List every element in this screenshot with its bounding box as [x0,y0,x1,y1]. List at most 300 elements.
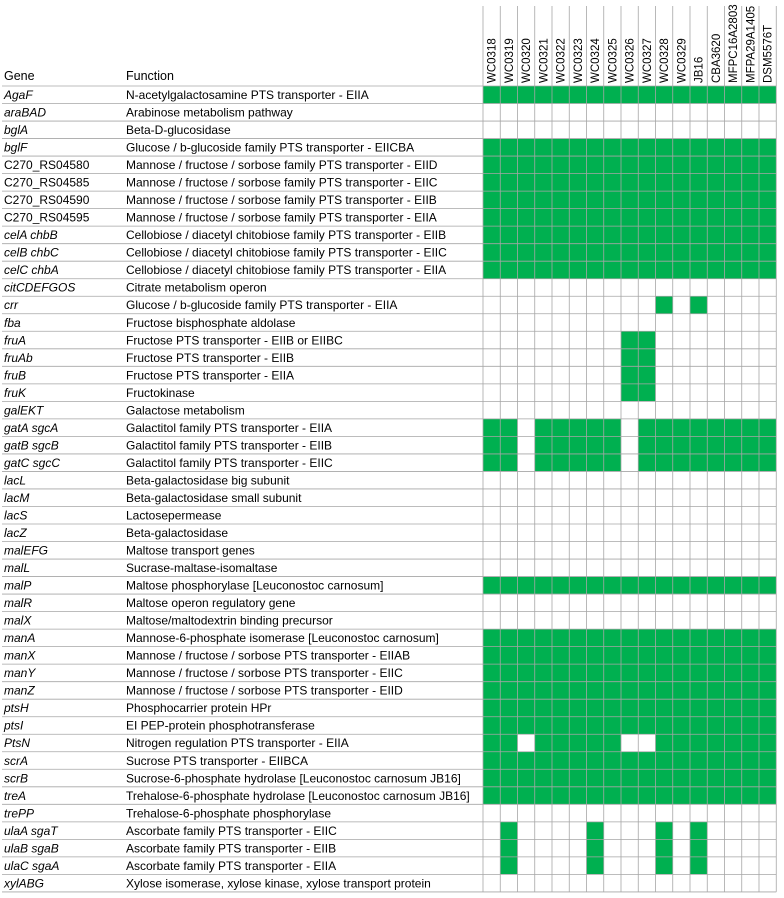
cell-present [725,454,742,472]
cell-present [569,577,586,595]
cell-absent [638,296,655,314]
cell-present [759,244,776,262]
cell-present [638,436,655,454]
cell-present [500,226,517,244]
cell-present [552,156,569,174]
cell-present [604,699,621,717]
cell-present [673,682,690,700]
gene-name: lacM [4,490,30,505]
gene-function: Xylose isomerase, xylose kinase, xylose transport protein [126,876,431,891]
cell-absent [656,804,673,822]
cell-present [742,787,759,805]
cell-absent [483,314,500,332]
gene-function: Sucrose PTS transporter - EIIBCA [126,753,309,768]
gene-name: malP [4,578,32,593]
cell-present [742,139,759,157]
cell-absent [638,489,655,507]
cell-present [673,769,690,787]
cell-present [569,734,586,752]
cell-present [656,454,673,472]
cell-present [621,787,638,805]
cell-present [638,226,655,244]
cell-present [621,209,638,227]
cell-absent [638,121,655,139]
cell-absent [621,279,638,297]
cell-absent [535,401,552,419]
cell-present [483,244,500,262]
gene-name: lacS [4,508,28,523]
cell-present [604,769,621,787]
cell-absent [535,384,552,402]
gene-function: Phosphocarrier protein HPr [126,701,272,716]
gene-name: AgaF [4,88,33,102]
cell-absent [483,612,500,630]
cell-present [587,769,604,787]
cell-absent [742,822,759,840]
cell-absent [656,384,673,402]
cell-present [673,752,690,770]
cell-present [742,717,759,735]
cell-present [604,577,621,595]
cell-absent [587,349,604,367]
cell-absent [759,384,776,402]
cell-absent [673,401,690,419]
cell-present [569,244,586,262]
cell-absent [483,331,500,349]
cell-absent [535,366,552,384]
cell-absent [587,489,604,507]
cell-present [690,752,707,770]
cell-present [725,752,742,770]
cell-present [759,647,776,665]
cell-present [638,366,655,384]
cell-present [552,629,569,647]
cell-absent [707,104,724,122]
cell-absent [742,559,759,577]
cell-present [518,752,535,770]
cell-present [621,174,638,192]
cell-absent [673,279,690,297]
cell-present [569,682,586,700]
cell-present [656,629,673,647]
cell-present [500,191,517,209]
cell-absent [518,419,535,437]
cell-present [742,191,759,209]
cell-absent [569,366,586,384]
cell-absent [500,874,517,892]
cell-present [587,86,604,104]
cell-absent [638,594,655,612]
cell-absent [569,279,586,297]
gene-name: citCDEFGOS [4,280,76,295]
cell-absent [604,822,621,840]
gene-name: manZ [4,683,35,698]
cell-present [707,86,724,104]
cell-present [604,752,621,770]
cell-absent [569,121,586,139]
cell-present [759,752,776,770]
cell-present [569,699,586,717]
cell-absent [707,594,724,612]
cell-present [500,664,517,682]
cell-absent [535,314,552,332]
cell-present [518,699,535,717]
cell-present [587,226,604,244]
cell-present [621,156,638,174]
cell-absent [638,104,655,122]
cell-absent [638,506,655,524]
cell-absent [759,489,776,507]
cell-present [742,682,759,700]
cell-absent [742,489,759,507]
cell-absent [690,542,707,560]
cell-absent [518,559,535,577]
cell-absent [742,349,759,367]
cell-present [518,787,535,805]
cell-present [587,419,604,437]
cell-absent [638,471,655,489]
cell-absent [535,121,552,139]
cell-absent [656,612,673,630]
cell-absent [707,804,724,822]
cell-present [690,226,707,244]
cell-absent [535,349,552,367]
cell-absent [690,279,707,297]
cell-absent [673,874,690,892]
cell-present [535,209,552,227]
cell-absent [656,104,673,122]
cell-absent [552,874,569,892]
cell-absent [552,506,569,524]
cell-absent [587,612,604,630]
cell-present [569,86,586,104]
cell-absent [656,279,673,297]
cell-present [707,436,724,454]
cell-present [707,454,724,472]
cell-present [690,174,707,192]
cell-absent [707,366,724,384]
cell-present [725,699,742,717]
gene-function: N-acetylgalactosamine PTS transporter - EIIA [126,88,369,102]
cell-present [500,261,517,279]
cell-absent [742,542,759,560]
cell-absent [742,384,759,402]
cell-absent [725,121,742,139]
cell-present [535,664,552,682]
cell-absent [604,279,621,297]
cell-present [673,647,690,665]
cell-present [604,647,621,665]
cell-present [638,349,655,367]
cell-absent [638,612,655,630]
cell-present [707,226,724,244]
cell-absent [742,366,759,384]
cell-absent [690,331,707,349]
cell-present [742,752,759,770]
cell-absent [725,524,742,542]
cell-absent [518,366,535,384]
cell-absent [759,612,776,630]
cell-present [569,647,586,665]
cell-absent [638,401,655,419]
cell-absent [690,121,707,139]
cell-present [535,156,552,174]
cell-absent [759,857,776,875]
cell-absent [500,506,517,524]
cell-absent [518,436,535,454]
cell-present [500,139,517,157]
cell-absent [725,822,742,840]
gene-function: Cellobiose / diacetyl chitobiose family PTS transporter - EIIB [126,228,447,243]
cell-present [604,261,621,279]
cell-present [483,787,500,805]
cell-absent [725,506,742,524]
cell-absent [690,612,707,630]
cell-present [604,717,621,735]
cell-absent [673,594,690,612]
gene-name: C270_RS04580 [4,158,90,173]
cell-absent [707,314,724,332]
cell-present [569,664,586,682]
cell-present [673,577,690,595]
cell-absent [569,839,586,857]
cell-absent [690,314,707,332]
cell-absent [535,559,552,577]
cell-absent [535,471,552,489]
gene-name: ptsH [4,701,29,716]
cell-absent [518,542,535,560]
cell-absent [725,366,742,384]
cell-present [673,717,690,735]
table-header [4,69,174,83]
cell-present [483,436,500,454]
cell-absent [604,331,621,349]
cell-present [483,226,500,244]
cell-present [759,454,776,472]
cell-present [569,436,586,454]
cell-absent [707,296,724,314]
cell-present [656,226,673,244]
cell-present [500,769,517,787]
cell-present [690,822,707,840]
cell-present [500,209,517,227]
gene-function: Mannose-6-phosphate isomerase [Leuconostoc carnosum] [126,631,439,646]
cell-absent [725,839,742,857]
cell-present [500,174,517,192]
cell-absent [725,559,742,577]
cell-absent [673,612,690,630]
cell-absent [569,471,586,489]
cell-absent [552,331,569,349]
cell-absent [742,279,759,297]
cell-present [535,454,552,472]
cell-absent [725,331,742,349]
cell-absent [656,559,673,577]
cell-absent [621,506,638,524]
cell-absent [552,366,569,384]
gene-function: Mannose / fructose / sorbose PTS transporter - EIID [126,683,403,698]
gene-function: Citrate metabolism operon [126,280,267,295]
cell-absent [604,104,621,122]
cell-absent [742,314,759,332]
cell-present [518,209,535,227]
cell-present [759,577,776,595]
gene-function: Beta-D-glucosidase [126,123,231,138]
cell-absent [569,349,586,367]
cell-absent [552,559,569,577]
cell-present [604,209,621,227]
cell-absent [500,349,517,367]
cell-present [569,717,586,735]
cell-absent [518,471,535,489]
cell-present [621,226,638,244]
cell-absent [707,612,724,630]
cell-present [500,839,517,857]
cell-absent [569,489,586,507]
strain-label: WC0324 [590,38,603,83]
cell-present [535,699,552,717]
cell-present [690,86,707,104]
cell-absent [569,874,586,892]
cell-absent [759,506,776,524]
cell-absent [759,524,776,542]
cell-present [552,664,569,682]
cell-present [707,209,724,227]
cell-present [569,139,586,157]
cell-absent [587,279,604,297]
cell-present [535,734,552,752]
cell-absent [483,296,500,314]
cell-present [742,734,759,752]
cell-absent [518,839,535,857]
cell-present [759,717,776,735]
cell-present [673,787,690,805]
cell-absent [759,839,776,857]
cell-absent [569,594,586,612]
cell-present [518,244,535,262]
gene-name: manY [4,666,36,681]
cell-present [759,191,776,209]
gene-name: fba [4,315,21,330]
cell-absent [707,121,724,139]
cell-present [707,174,724,192]
cell-present [656,86,673,104]
cell-present [552,191,569,209]
cell-absent [742,104,759,122]
cell-present [742,577,759,595]
cell-absent [535,506,552,524]
cell-absent [552,857,569,875]
cell-present [759,699,776,717]
cell-present [707,156,724,174]
gene-name: malL [4,561,31,576]
cell-present [587,454,604,472]
cell-absent [621,594,638,612]
cell-absent [569,296,586,314]
cell-absent [604,804,621,822]
strain-label: WC0327 [641,38,654,83]
cell-absent [725,349,742,367]
cell-present [552,752,569,770]
cell-present [483,629,500,647]
cell-present [483,717,500,735]
cell-present [656,752,673,770]
cell-present [656,822,673,840]
cell-present [673,226,690,244]
gene-function: Sucrase-maltase-isomaltase [126,561,278,576]
cell-absent [673,104,690,122]
cell-present [569,174,586,192]
cell-present [483,682,500,700]
cell-absent [587,121,604,139]
cell-absent [552,839,569,857]
strain-label: WC0320 [521,38,534,83]
cell-present [535,436,552,454]
cell-present [638,191,655,209]
cell-absent [638,857,655,875]
cell-present [656,296,673,314]
cell-absent [673,489,690,507]
cell-present [535,174,552,192]
cell-present [707,787,724,805]
cell-present [535,226,552,244]
cell-present [690,769,707,787]
cell-absent [725,401,742,419]
cell-absent [638,279,655,297]
cell-absent [483,524,500,542]
cell-present [707,139,724,157]
cell-present [656,682,673,700]
cell-present [587,682,604,700]
cell-absent [638,874,655,892]
cell-present [587,209,604,227]
gene-function: Glucose / b-glucoside family PTS transporter - EIIA [126,298,398,313]
cell-present [656,244,673,262]
gene-function: Galactose metabolism [126,403,245,418]
cell-absent [552,612,569,630]
cell-present [587,857,604,875]
cell-present [673,244,690,262]
cell-present [500,244,517,262]
cell-absent [621,559,638,577]
gene-name: trePP [4,806,35,821]
cell-absent [535,279,552,297]
cell-absent [483,366,500,384]
cell-absent [673,314,690,332]
gene-function: Trehalose-6-phosphate phosphorylase [126,806,332,821]
cell-absent [604,384,621,402]
gene-name: bglA [4,123,29,138]
cell-present [552,244,569,262]
cell-present [742,261,759,279]
cell-absent [759,471,776,489]
gene-name: bglF [4,140,28,155]
cell-absent [552,471,569,489]
cell-absent [552,314,569,332]
cell-present [638,209,655,227]
cell-present [621,699,638,717]
gene-name: scrA [4,753,28,768]
cell-absent [707,559,724,577]
cell-present [621,349,638,367]
cell-present [656,577,673,595]
cell-present [552,769,569,787]
cell-present [690,699,707,717]
cell-present [690,682,707,700]
cell-present [483,752,500,770]
cell-present [690,156,707,174]
cell-present [656,647,673,665]
